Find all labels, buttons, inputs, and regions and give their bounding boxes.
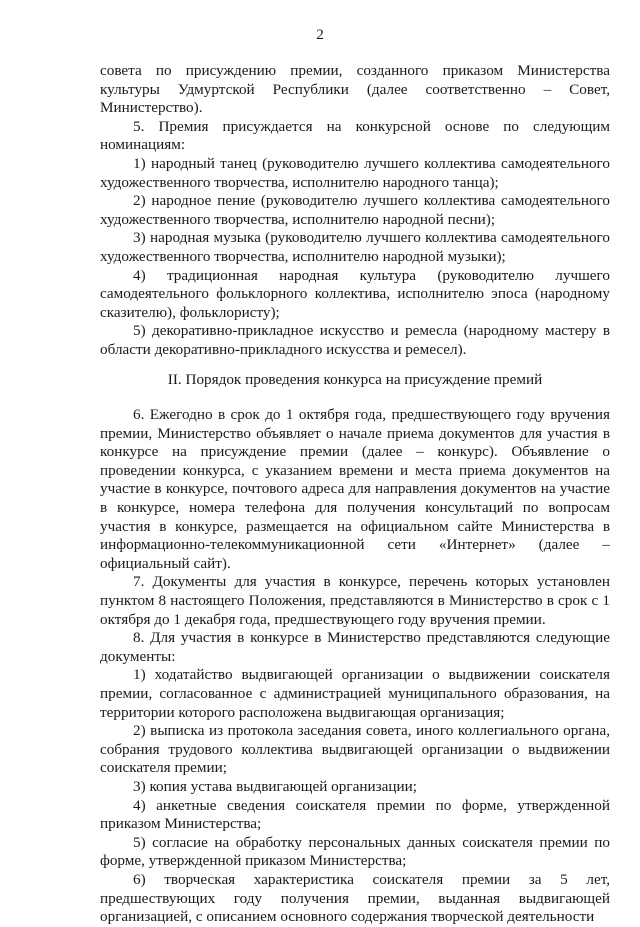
list-item-decorative-arts: 5) декоративно-прикладное искусство и ремесла (народному мастеру в области декоративно-прикладного искусства и ремесел). (100, 322, 610, 358)
document-body (100, 62, 610, 927)
paragraph-submission-deadline: 7. Документы для участия в конкурсе, перечень которых установлен пунктом 8 настоящего Положения, представляются в Министерство в срок с 1 октября до 1 декабря года, предшествующего году вручения премии. (100, 573, 610, 628)
list-item-traditional-culture: 4) традиционная народная культура (руководителю лучшего самодеятельного фольклорного коллектива, исполнителю эпоса (народному сказителю), фольклористу); (100, 266, 610, 321)
paragraph-nominations-intro: 5. Премия присуждается на конкурсной основе по следующим номинациям: (100, 117, 610, 154)
list-item-petition: 1) ходатайство выдвигающей организации о выдвижении соискателя премии, согласованное с администрацией муниципального образования, на территории которого расположена выдвигающая организация; (100, 666, 610, 721)
list-item-protocol-extract: 2) выписка из протокола заседания совета, иного коллегиального органа, собрания трудового коллектива выдвигающей организации о выдвижении соискателя премии; (100, 722, 610, 777)
list-item-charter-copy: 3) копия устава выдвигающей организации; (133, 777, 417, 795)
list-item-folk-music: 3) народная музыка (руководителю лучшего коллектива самодеятельного художественного творчества, исполнителю народной музыки); (100, 229, 610, 265)
paragraph-documents-intro: 8. Для участия в конкурсе в Министерство представляются следующие документы: (100, 629, 610, 665)
list-item-questionnaire: 4) анкетные сведения соискателя премии по форме, утвержденной приказом Министерства; (100, 796, 610, 833)
page-number: 2 (316, 26, 324, 43)
paragraph-council-definition: совета по присуждению премии, созданного приказом Министерства культуры Удмуртской Республики (далее соответственно – Совет, Министерство). (100, 62, 610, 117)
list-item-data-consent: 5) согласие на обработку персональных данных соискателя премии по форме, утвержденной приказом Министерства; (100, 833, 610, 870)
paragraph-announcement: 6. Ежегодно в срок до 1 октября года, предшествующего году вручения премии, Министерство объявляет о начале приема документов для участия в конкурсе на присуждение премии (далее – конкурс). Объявление о проведении конкурса, с указанием времени и места приема документов на участие в конкурсе, почтового адреса для направления документов на участие в конкурсе, номера телефона для получения консультаций по вопросам участия в конкурсе, размещается на официальном сайте Министерства в информационно-телекоммуникационной сети «Интернет» (далее – официальный сайт). (100, 406, 610, 572)
list-item-folk-dance: 1) народный танец (руководителю лучшего коллектива самодеятельного художественного творчества, исполнителю народного танца); (100, 154, 610, 191)
list-item-creative-reference: 6) творческая характеристика соискателя премии за 5 лет, предшествующих году получения премии, выданная выдвигающей организацией, с описанием основного содержания творческой деятельности (100, 870, 610, 926)
list-item-folk-singing: 2) народное пение (руководителю лучшего коллектива самодеятельного художественного творчества, исполнителю народной песни); (100, 192, 610, 228)
section-heading: II. Порядок проведения конкурса на присуждение премий (167, 370, 543, 388)
